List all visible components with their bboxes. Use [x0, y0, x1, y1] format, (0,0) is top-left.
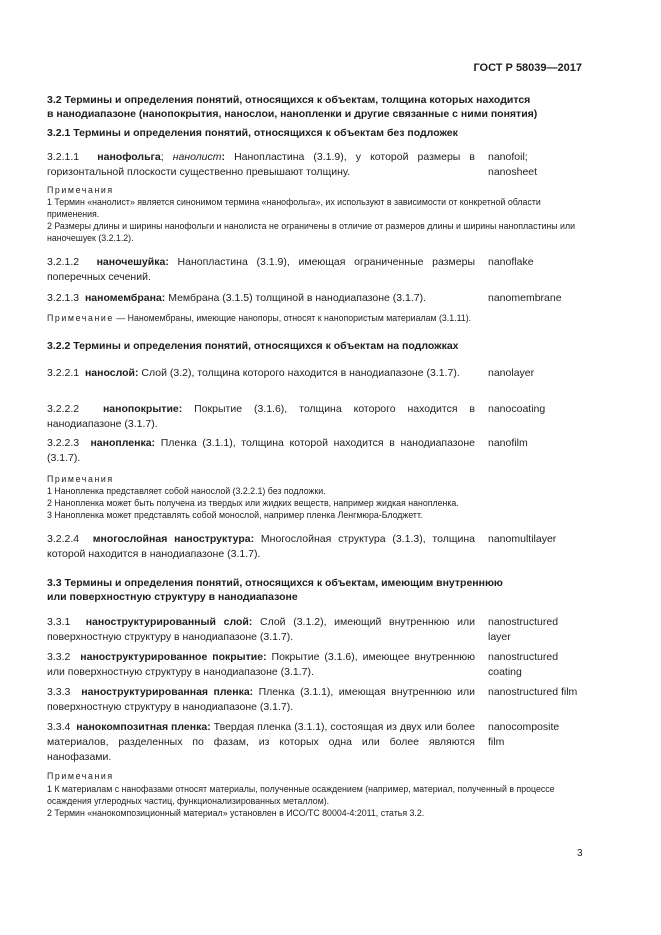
english-term-line: nanocomposite	[488, 721, 560, 733]
section-3-2-1-heading: 3.2.1 Термины и определения понятий, относящихся к объектам без подложек	[47, 127, 458, 139]
note-2: 2 Нанопленка может быть получена из твердых или жидких веществ, например жидкая нанопленка.	[47, 498, 459, 508]
english-equivalent	[488, 150, 598, 180]
term-name: нанофольга	[97, 151, 161, 163]
section-3-2-heading	[47, 93, 587, 121]
term-definition: Пленка (3.1.1), имеющая внутреннюю или поверхностную структуру в нанодиапазоне (3.1.7).	[47, 686, 476, 713]
term-definition: Покрытие (3.1.6), имеющее внутреннюю или поверхностную структуру в нанодиапазоне (3.1.7).	[47, 651, 475, 678]
english-equivalent: nanostructured film	[488, 686, 578, 698]
term-definition: Слой (3.2), толщина которого находится в нанодиапазоне (3.1.7).	[138, 367, 460, 379]
term-definition: Многослойная структура (3.1.3), толщина которой находится в нанодиапазоне (3.1.7).	[47, 533, 475, 560]
english-term-line: nanostructured	[488, 651, 559, 663]
term-nanocoating	[47, 402, 475, 432]
term-definition: Твердая пленка (3.1.1), состоящая из двух или более материалов, разделенных по фазам, из которых одна или более являются нанофазами.	[47, 721, 475, 763]
term-number: 3.3.1	[47, 616, 71, 628]
english-term-line: layer	[488, 631, 511, 643]
note-3: 3 Нанопленка может представлять собой монослой, например пленка Ленгмюра-Блоджетт.	[47, 510, 423, 520]
note-1: 1 Термин «нанолист» является синонимом термина «нанофольга», их используют в зависимости от конкретной области применения.	[47, 197, 541, 219]
english-term-line: nanosheet	[488, 166, 538, 178]
notes-title: Примечания	[47, 185, 114, 195]
english-equivalent: nanocoating	[488, 403, 546, 415]
term-name: наночешуйка:	[96, 256, 169, 268]
term-nanofilm	[47, 436, 475, 466]
english-equivalent	[488, 650, 598, 680]
term-number: 3.3.3	[47, 686, 71, 698]
english-equivalent: nanolayer	[488, 367, 535, 379]
term-nanostructured-layer	[47, 615, 475, 645]
term-colon: :	[221, 151, 226, 163]
term-nanomembrane	[47, 291, 475, 306]
term-number: 3.2.2.2	[47, 403, 80, 415]
english-equivalent: nanoflake	[488, 256, 534, 268]
note-1: 1 Нанопленка представляет собой нанослой (3.2.2.1) без подложки.	[47, 486, 326, 496]
notes-title: Примечания	[47, 771, 114, 781]
term-nanolayer	[47, 366, 475, 381]
heading-line-2: или поверхностную структуру в нанодиапазоне	[47, 591, 298, 603]
note-2: 2 Размеры длины и ширины нанофольги и нанолиста не ограничены в отличие от размеров длины и ширины нанопластины или наночешуек (3.2.1.2).	[47, 221, 576, 243]
term-nanomultilayer	[47, 532, 475, 562]
note-1: 1 К материалам с нанофазами относят материалы, полученные осаждением (например, материал, полученный в процессе осаждения углеродных частиц, функционализированных металлом).	[47, 784, 555, 806]
term-name: нанокомпозитная пленка:	[76, 721, 211, 733]
term-nanofoil	[47, 150, 475, 180]
note-text: — Наномембраны, имеющие нанопоры, относят к нанопористым материалам (3.1.11).	[113, 313, 472, 323]
term-definition: Нанопластина (3.1.9), у которой размеры в горизонтальной плоскости существенно превышают толщину.	[47, 151, 475, 178]
english-equivalent	[488, 720, 598, 750]
term-name: наноструктурированная пленка:	[81, 686, 254, 698]
note-2: 2 Термин «нанокомпозиционный материал» установлен в ИСО/ТС 80004-4:2011, статья 3.2.	[47, 808, 425, 818]
term-number: 3.2.2.1	[47, 367, 80, 379]
english-equivalent: nanofilm	[488, 437, 528, 449]
term-number: 3.3.4	[47, 721, 71, 733]
term-number: 3.2.2.3	[47, 437, 80, 449]
heading-line-1: 3.3 Термины и определения понятий, относящихся к объектам, имеющим внутреннюю	[47, 577, 503, 589]
term-number: 3.2.1.3	[47, 292, 80, 304]
term-number: 3.2.1.2	[47, 256, 80, 268]
english-equivalent	[488, 615, 598, 645]
note-title: Примечание	[47, 313, 114, 323]
english-term-line: nanofoil;	[488, 151, 528, 163]
term-nanoflake	[47, 255, 475, 285]
term-definition: Мембрана (3.1.5) толщиной в нанодиапазоне (3.1.7).	[165, 292, 427, 304]
term-name: нанопокрытие:	[102, 403, 183, 415]
term-definition: Слой (3.1.2), имеющий внутреннюю или поверхностную структуру в нанодиапазоне (3.1.7).	[47, 616, 475, 643]
english-term-line: coating	[488, 666, 522, 678]
term-nanostructured-film	[47, 685, 475, 715]
term-definition: Покрытие (3.1.6), толщина которого находится в нанодиапазоне (3.1.7).	[47, 403, 475, 430]
section-3-3-heading	[47, 576, 587, 604]
term-name: наномембрана:	[84, 292, 166, 304]
english-term-line: film	[488, 736, 505, 748]
term-separator: ;	[160, 151, 164, 163]
term-name: нанослой:	[84, 367, 139, 379]
term-number: 3.2.2.4	[47, 533, 80, 545]
standard-header: ГОСТ Р 58039—2017	[473, 62, 582, 74]
term-number: 3.3.2	[47, 651, 71, 663]
term-definition: Нанопластина (3.1.9), имеющая ограниченные размеры поперечных сечений.	[47, 256, 476, 283]
page-number: 3	[577, 848, 583, 859]
term-name: наноструктурированный слой:	[85, 616, 253, 628]
english-equivalent: nanomembrane	[488, 292, 562, 304]
term-definition: Пленка (3.1.1), толщина которой находится в нанодиапазоне (3.1.7).	[47, 437, 475, 464]
term-name: многослойная наноструктура:	[92, 533, 255, 545]
term-name: наноструктурированное покрытие:	[80, 651, 267, 663]
heading-line-2: в нанодиапазоне (нанопокрытия, нанослои, нанопленки и другие связанные с ними понятия)	[47, 108, 538, 120]
english-equivalent: nanomultilayer	[488, 533, 557, 545]
notes-title: Примечания	[47, 474, 114, 484]
term-nanocomposite-film	[47, 720, 475, 765]
term-synonym: нанолист	[172, 151, 222, 163]
section-3-2-2-heading: 3.2.2 Термины и определения понятий, относящихся к объектам на подложках	[47, 340, 459, 352]
note-single	[47, 313, 587, 325]
term-name: нанопленка:	[90, 437, 156, 449]
english-term-line: nanostructured	[488, 616, 559, 628]
term-number: 3.2.1.1	[47, 151, 80, 163]
term-nanostructured-coating	[47, 650, 475, 680]
heading-line-1: 3.2 Термины и определения понятий, относящихся к объектам, толщина которых находится	[47, 94, 531, 106]
